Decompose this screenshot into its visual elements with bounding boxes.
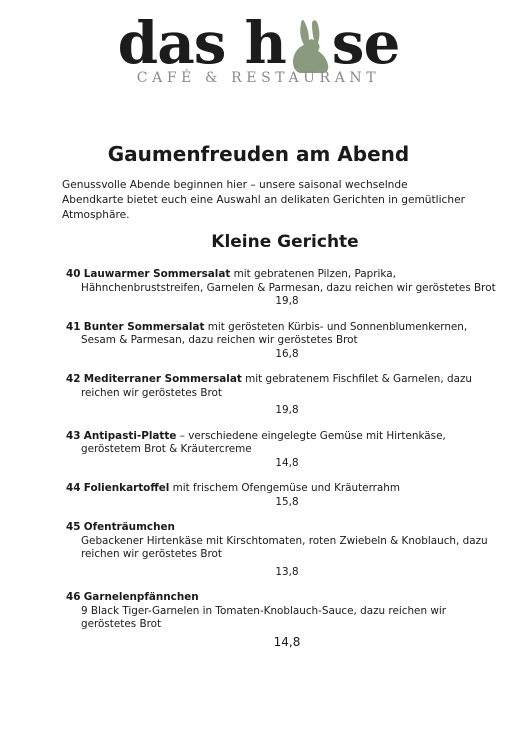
logo-subtitle: CAFÉ & RESTAURANT bbox=[136, 70, 381, 86]
menu-item-heading bbox=[66, 591, 498, 605]
hare-icon bbox=[287, 18, 331, 74]
menu-item-name: Folienkartoffel bbox=[83, 482, 170, 494]
menu-item-name: Lauwarmer Sommersalat bbox=[83, 268, 231, 280]
menu-item-number: 44 bbox=[66, 482, 81, 494]
menu-item-number: 43 bbox=[66, 429, 81, 442]
menu-item-text: 9 Black Tiger-Garnelen in Tomaten-Knoblauch-Sauce, dazu reichen wir geröstetes Brot bbox=[81, 604, 446, 630]
menu-item-text: Gebackener Hirtenkäse mit Kirschtomaten, roten Zwiebeln & Knoblauch, dazu reichen wir geröstetes Brot bbox=[81, 534, 488, 560]
menu-list bbox=[66, 268, 498, 649]
menu-item bbox=[66, 591, 498, 649]
menu-item-text: mit gerösteten Kürbis- und Sonnenblumenkernen, Sesam & Parmesan, dazu reichen wir geröstetes Brot bbox=[81, 320, 468, 346]
page-title: Gaumenfreuden am Abend bbox=[107, 142, 410, 166]
menu-item-price: 15,8 bbox=[275, 495, 299, 508]
menu-item-text: mit gebratenen Pilzen, Paprika, Hähnchenbruststreifen, Garnelen & Parmesan, dazu reichen wir geröstetes Brot bbox=[81, 268, 496, 294]
menu-item-text: mit gebratenem Fischfilet & Garnelen, dazu reichen wir geröstetes Brot bbox=[81, 373, 472, 399]
menu-item-price: 13,8 bbox=[275, 565, 299, 578]
section-title: Kleine Gerichte bbox=[211, 232, 359, 252]
menu-item-heading bbox=[66, 521, 498, 535]
menu-item-text: – verschiedene eingelegte Gemüse mit Hirtenkäse, geröstetem Brot & Kräutercreme bbox=[81, 429, 446, 455]
logo-word-left: das h bbox=[117, 9, 286, 77]
menu-item-price: 14,8 bbox=[273, 634, 301, 649]
menu-item-number: 42 bbox=[66, 373, 81, 385]
menu-item-text: mit frischem Ofengemüse und Kräuterrahm bbox=[169, 482, 401, 494]
menu-item bbox=[66, 373, 498, 418]
menu-item-name: Mediterraner Sommersalat bbox=[83, 373, 242, 385]
menu-item-number: 46 bbox=[66, 591, 81, 603]
menu-item-number: 40 bbox=[66, 268, 81, 280]
menu-item-description bbox=[66, 430, 498, 457]
menu-item-price: 19,8 bbox=[275, 404, 299, 416]
menu-item-price: 16,8 bbox=[275, 347, 299, 360]
menu-item-name: Garnelenpfännchen bbox=[83, 591, 199, 603]
intro-text: Genussvolle Abende beginnen hier – unsere saisonal wechselnde Abendkarte bietet euch eine Auswahl an delikaten Gerichten in gemütlicher Atmosphäre. bbox=[62, 179, 465, 221]
logo-wordmark bbox=[117, 9, 400, 77]
menu-item-name: Bunter Sommersalat bbox=[83, 320, 205, 333]
menu-item-description bbox=[66, 373, 498, 400]
menu-item bbox=[66, 321, 498, 362]
menu-item-name: Ofenträumchen bbox=[83, 521, 175, 533]
menu-item-price: 19,8 bbox=[275, 295, 299, 307]
menu-item-description bbox=[66, 268, 498, 295]
logo bbox=[0, 9, 517, 86]
menu-item-name: Antipasti-Platte bbox=[83, 429, 177, 442]
menu-item bbox=[66, 521, 498, 579]
menu-item-number: 41 bbox=[66, 320, 81, 333]
menu-item bbox=[66, 482, 498, 509]
menu-item bbox=[66, 430, 498, 471]
menu-item-number: 45 bbox=[66, 521, 81, 533]
menu-item-description bbox=[66, 482, 498, 496]
menu-item-price: 14,8 bbox=[275, 456, 299, 469]
menu-item-description bbox=[66, 321, 498, 348]
logo-word-right: se bbox=[331, 9, 400, 77]
menu-item bbox=[66, 268, 498, 309]
